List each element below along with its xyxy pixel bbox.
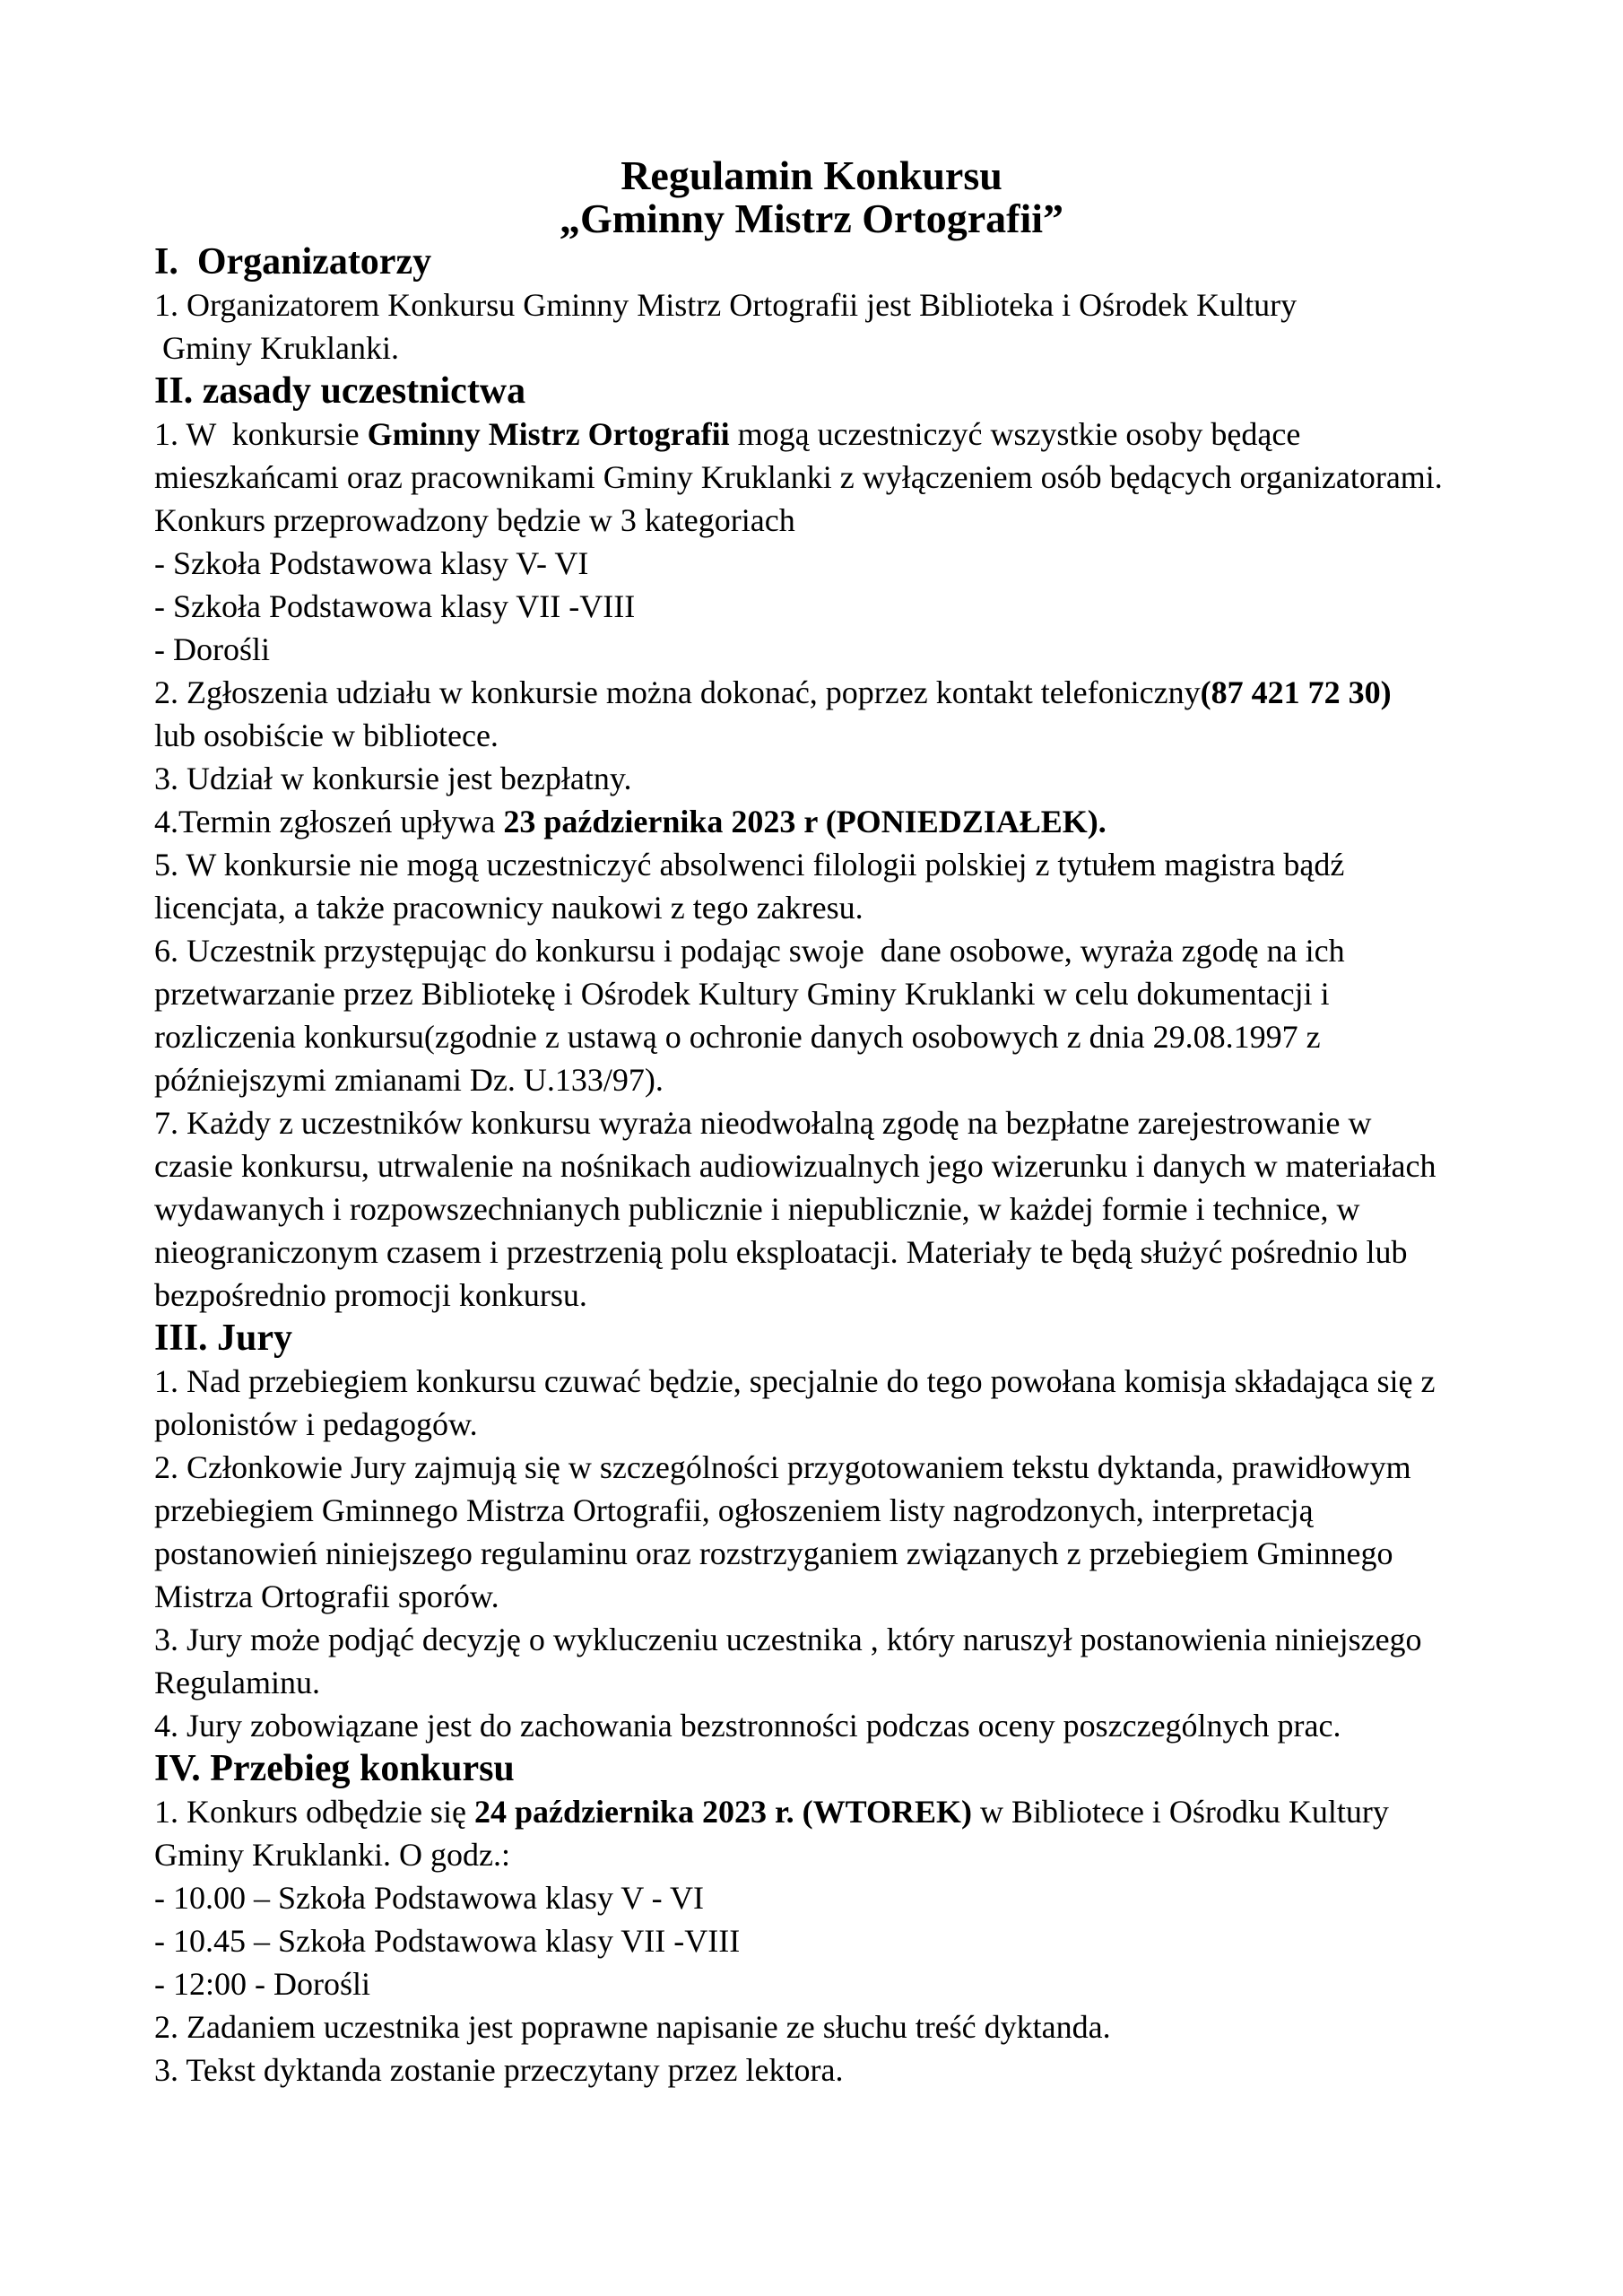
text-line (154, 1489, 1469, 1532)
text-run: 3. Udział w konkursie jest bezpłatny. (154, 761, 632, 796)
text-run: - 12:00 - Dorośli (154, 1966, 370, 2002)
text-line (154, 1876, 1469, 1919)
text-line (154, 499, 1469, 542)
text-run: postanowień niniejszego regulaminu oraz rozstrzyganiem związanych z przebiegiem Gminnego (154, 1535, 1393, 1571)
document-title-line (154, 154, 1469, 197)
text-run: 1. Konkurs odbędzie się (154, 1794, 474, 1830)
text-run: (87 421 72 30) (1200, 674, 1392, 710)
text-run: - 10.00 – Szkoła Podstawowa klasy V - VI (154, 1880, 704, 1916)
text-run: Mistrza Ortografii sporów. (154, 1578, 499, 1614)
text-line (154, 1618, 1469, 1661)
text-run: polonistów i pedagogów. (154, 1406, 478, 1442)
text-run: mogą uczestniczyć wszystkie osoby będące (729, 416, 1301, 452)
text-run: 1. W konkursie (154, 416, 368, 452)
text-line (154, 1144, 1469, 1187)
text-line (154, 1575, 1469, 1618)
text-run: Gminny Mistrz Ortografii (367, 416, 730, 452)
text-run: Gminy Kruklanki. (154, 330, 399, 366)
document-body (154, 154, 1469, 2092)
text-line (154, 714, 1469, 757)
text-line (154, 283, 1469, 326)
text-run: 24 października 2023 r. (WTOREK) (473, 1794, 972, 1830)
text-line (154, 757, 1469, 800)
text-run: 2. Członkowie Jury zajmują się w szczególności przygotowaniem tekstu dyktanda, prawidłowym (154, 1449, 1411, 1485)
text-line (154, 1446, 1469, 1489)
text-line (154, 1058, 1469, 1101)
text-run: 1. Organizatorem Konkursu Gminny Mistrz Ortografii jest Biblioteka i Ośrodek Kultury (154, 287, 1298, 323)
text-run: 23 października 2023 r (PONIEDZIAŁEK). (503, 804, 1107, 839)
text-run: 4.Termin zgłoszeń upływa (154, 804, 504, 839)
text-run: nieograniczonym czasem i przestrzenią polu eksploatacji. Materiały te będą służyć pośrednio lub (154, 1234, 1408, 1270)
section-heading (154, 370, 1469, 413)
text-run: wydawanych i rozpowszechnianych publicznie i niepublicznie, w każdej formie i technice, w (154, 1191, 1360, 1227)
text-run: I. Organizatorzy (154, 241, 432, 283)
text-run: bezpośrednio promocji konkursu. (154, 1277, 587, 1313)
text-line (154, 326, 1469, 370)
section-heading (154, 1317, 1469, 1360)
text-run: późniejszymi zmianami Dz. U.133/97). (154, 1062, 664, 1098)
text-line (154, 972, 1469, 1015)
text-run: 7. Każdy z uczestników konkursu wyraża nieodwołalną zgodę na bezpłatne zarejestrowanie w (154, 1105, 1372, 1141)
section-heading (154, 1747, 1469, 1790)
text-run: mieszkańcami oraz pracownikami Gminy Kruklanki z wyłączeniem osób będących organizatorami. (154, 459, 1443, 495)
text-run: IV. Przebieg konkursu (154, 1748, 515, 1789)
text-line (154, 1403, 1469, 1446)
text-run: 2. Zadaniem uczestnika jest poprawne napisanie ze słuchu treść dyktanda. (154, 2009, 1111, 2045)
text-run: czasie konkursu, utrwalenie na nośnikach audiowizualnych jego wizerunku i danych w materiałach (154, 1148, 1436, 1184)
text-run: - Szkoła Podstawowa klasy V- VI (154, 545, 589, 581)
text-run: lub osobiście w bibliotece. (154, 718, 499, 753)
text-run: 3. Tekst dyktanda zostanie przeczytany przez lektora. (154, 2052, 844, 2088)
text-line (154, 2048, 1469, 2092)
text-run: 4. Jury zobowiązane jest do zachowania bezstronności podczas oceny poszczególnych prac. (154, 1708, 1341, 1744)
text-run: - Szkoła Podstawowa klasy VII -VIII (154, 588, 636, 624)
text-run: - Dorośli (154, 631, 270, 667)
text-line (154, 800, 1469, 843)
text-line (154, 671, 1469, 714)
text-line (154, 1360, 1469, 1403)
text-run: - 10.45 – Szkoła Podstawowa klasy VII -VIII (154, 1923, 741, 1959)
text-run: 6. Uczestnik przystępując do konkursu i podając swoje dane osobowe, wyraża zgodę na ich (154, 933, 1345, 969)
text-line (154, 1790, 1469, 1833)
text-line (154, 843, 1469, 886)
text-line (154, 2005, 1469, 2048)
text-line (154, 1661, 1469, 1704)
text-line (154, 585, 1469, 628)
document-title-line (154, 197, 1469, 240)
text-run: „Gminny Mistrz Ortografii” (559, 196, 1064, 241)
text-run: 2. Zgłoszenia udziału w konkursie można dokonać, poprzez kontakt telefoniczny (154, 674, 1201, 710)
text-run: III. Jury (154, 1318, 293, 1359)
text-line (154, 1962, 1469, 2005)
text-run: w Bibliotece i Ośrodku Kultury (971, 1794, 1389, 1830)
text-line (154, 929, 1469, 972)
text-run: przebiegiem Gminnego Mistrza Ortografii, ogłoszeniem listy nagrodzonych, interpretacją (154, 1492, 1314, 1528)
text-run: II. zasady uczestnictwa (154, 370, 526, 412)
text-line (154, 1187, 1469, 1231)
text-line (154, 1015, 1469, 1058)
text-line (154, 456, 1469, 499)
text-line (154, 1833, 1469, 1876)
text-run: Regulamin Konkursu (621, 152, 1002, 198)
text-line (154, 628, 1469, 671)
text-run: rozliczenia konkursu(zgodnie z ustawą o ochronie danych osobowych z dnia 29.08.1997 z (154, 1019, 1321, 1055)
text-run: Regulaminu. (154, 1665, 320, 1700)
text-line (154, 886, 1469, 929)
text-line (154, 1231, 1469, 1274)
text-run: 1. Nad przebiegiem konkursu czuwać będzie, specjalnie do tego powołana komisja składająca się z (154, 1363, 1436, 1399)
text-line (154, 1919, 1469, 1962)
text-run: licencjata, a także pracownicy naukowi z tego zakresu. (154, 890, 864, 926)
text-line (154, 1704, 1469, 1747)
text-run: przetwarzanie przez Bibliotekę i Ośrodek Kultury Gminy Kruklanki w celu dokumentacji i (154, 976, 1330, 1012)
text-line (154, 1101, 1469, 1144)
text-line (154, 413, 1469, 456)
text-run: 5. W konkursie nie mogą uczestniczyć absolwenci filologii polskiej z tytułem magistra bądź (154, 847, 1345, 883)
text-run: Konkurs przeprowadzony będzie w 3 kategoriach (154, 502, 795, 538)
text-line (154, 1532, 1469, 1575)
section-heading (154, 240, 1469, 283)
text-run: Gminy Kruklanki. O godz.: (154, 1837, 510, 1873)
text-line (154, 1274, 1469, 1317)
text-run: 3. Jury może podjąć decyzję o wykluczeniu uczestnika , który naruszył postanowienia niniejszego (154, 1622, 1422, 1657)
text-line (154, 542, 1469, 585)
